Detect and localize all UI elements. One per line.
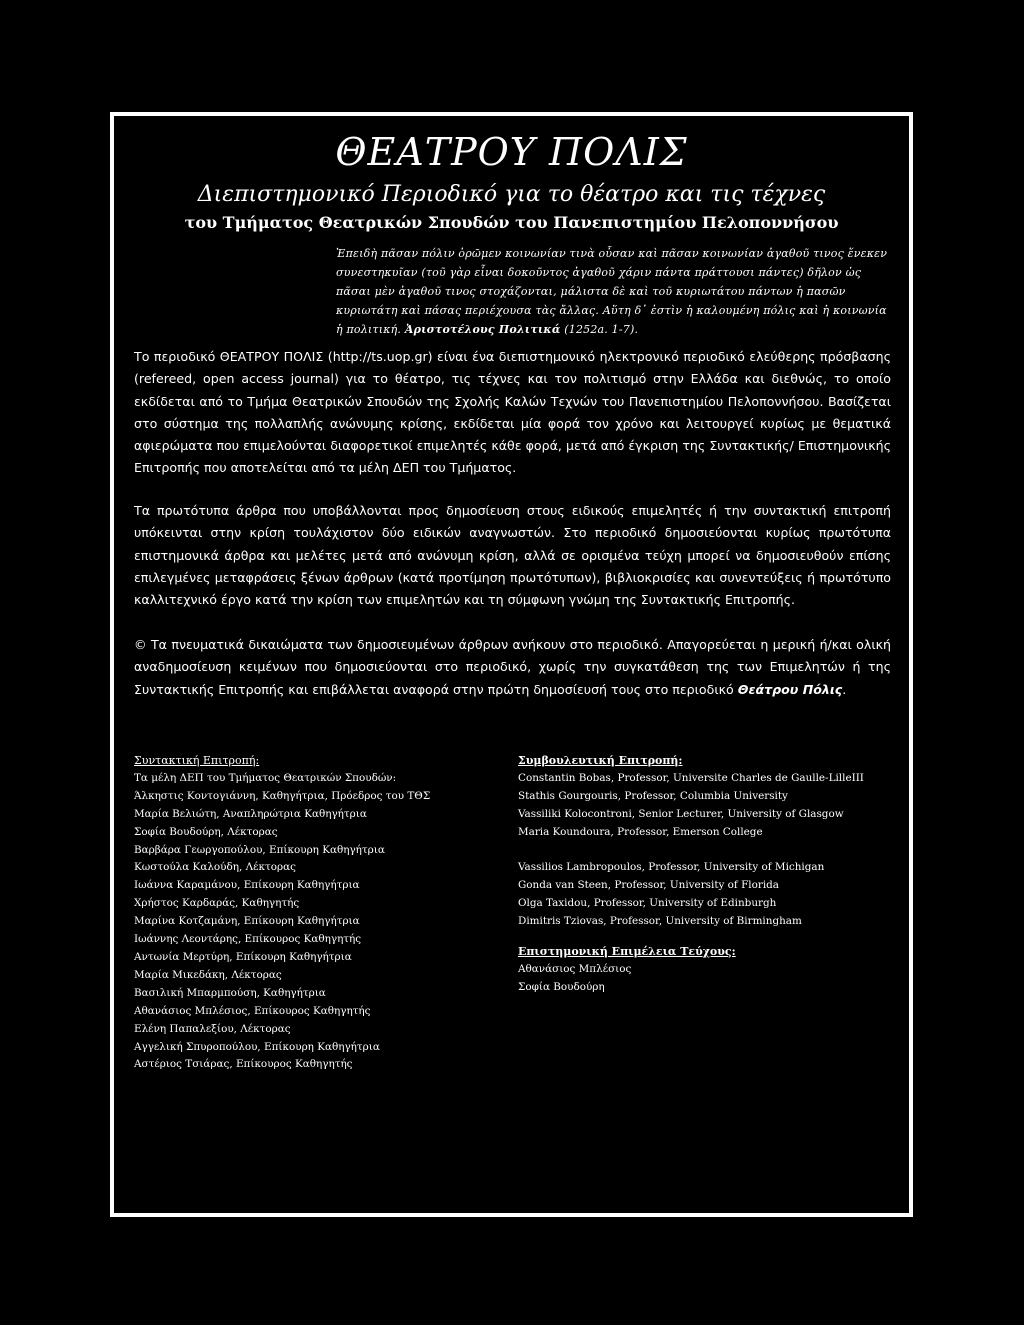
editorial-member: Ιωάννα Καραμάνου, Επίκουρη Καθηγήτρια <box>134 879 360 892</box>
advisory-member: Maria Koundoura, Professor, Emerson College <box>518 825 763 838</box>
editorial-member: Άλκηστις Κοντογιάννη, Καθηγήτρια, Πρόεδρος του ΤΘΣ <box>134 789 431 802</box>
copyright-end: . <box>842 681 847 697</box>
advisory-committee-list-2 <box>518 859 910 931</box>
advisory-member: Dimitris Tziovas, Professor, University of Birmingham <box>518 915 802 928</box>
copyright-text: © Τα πνευματικά δικαιώματα των δημοσιευμένων άρθρων ανήκουν στο περιοδικό. Απαγορεύεται η μερική ή/και ολική αναδημοσίευση κειμένων που δημοσιεύονται στο περιοδικό, χωρίς την συγκατάθεση της των Επιμελητών ή της Συντακτικής Επιτροπής και επιβάλλεται αναφορά στην πρώτη δημοσίευσή τους στο περιοδικό <box>134 637 891 697</box>
issue-editor: Σοφία Βουδούρη <box>518 980 605 993</box>
spacer <box>518 842 910 860</box>
editorial-member: Μαρίνα Κοτζαμάνη, Επίκουρη Καθηγήτρια <box>134 915 360 928</box>
advisory-member: Olga Taxidou, Professor, University of Edinburgh <box>518 897 777 910</box>
editorial-member: Μαρία Μικεδάκη, Λέκτορας <box>134 968 282 981</box>
advisory-committee-heading: Συμβουλευτική Επιτροπή: <box>518 754 683 767</box>
issue-editors-list <box>518 961 910 997</box>
submission-paragraph: Τα πρωτότυπα άρθρα που υποβάλλονται προς δημοσίευση στους ειδικούς επιμελητές ή την συντακτική επιτροπή υπόκεινται στην κρίση τουλάχιστον δύο ειδικών αναγνωστών. Στο περιοδικό δημοσιεύονται κυρίως πρωτότυπα επιστημονικά άρθρα και μελέτες μετά από ανώνυμη κρίση, αλλά σε ορισμένα τεύχη μπορεί να δημοσιευθούν επίσης επιλεγμένες μεταφράσεις ξένων άρθρων (κατά προτίμηση πρωτότυπων), βιβλιοκρισίες και συνεντεύξεις ή πρωτότυπο καλλιτεχνικό έργο κατά την κρίση των επιμελητών και τη σύμφωνη γνώμη της Συντακτικής Επιτροπής. <box>134 503 891 608</box>
editorial-committee-list <box>134 788 494 1075</box>
advisory-committee <box>518 752 910 997</box>
editorial-member: Χρήστος Καρδαράς, Καθηγητής <box>134 897 300 910</box>
editorial-member: Σοφία Βουδούρη, Λέκτορας <box>134 825 278 838</box>
editorial-member: Ιωάννης Λεοντάρης, Επίκουρος Καθηγητής <box>134 933 362 946</box>
editorial-member: Αθανάσιος Μπλέσιος, Επίκουρος Καθηγητής <box>134 1004 371 1017</box>
issue-editor: Αθανάσιος Μπλέσιος <box>518 962 632 975</box>
advisory-member: Stathis Gourgouris, Professor, Columbia University <box>518 789 788 802</box>
editorial-member: Ελένη Παπαλεξίου, Λέκτορας <box>134 1022 291 1035</box>
advisory-committee-list-1 <box>518 770 910 842</box>
advisory-member: Constantin Bobas, Professor, Universite Charles de Gaulle-LilleIII <box>518 771 864 784</box>
editorial-member: Αγγελική Σπυροπούλου, Επίκουρη Καθηγήτρια <box>134 1040 380 1053</box>
editorial-member: Βαρβάρα Γεωργοπούλου, Επίκουρη Καθηγήτρια <box>134 843 385 856</box>
editorial-committee-intro: Τα μέλη ΔΕΠ του Τμήματος Θεατρικών Σπουδών: <box>134 771 397 784</box>
epigraph-citation: (1252a. 1-7). <box>564 323 639 336</box>
epigraph-source: Ἀριστοτέλους Πολιτικά <box>404 323 561 336</box>
copyright-journal-title: Θεάτρου Πόλις <box>737 681 843 697</box>
spacer <box>518 931 910 943</box>
editorial-member: Αστέριος Τσιάρας, Επίκουρος Καθηγητής <box>134 1058 353 1071</box>
editorial-committee <box>134 752 494 1074</box>
journal-title: ΘΕΑΤΡΟΥ ΠΟΛΙΣ <box>335 130 688 174</box>
copyright-paragraph <box>134 634 891 701</box>
editorial-member: Βασιλική Μπαρμπούση, Καθηγήτρια <box>134 986 326 999</box>
editorial-committee-heading: Συντακτική Επιτροπή: <box>134 754 260 767</box>
intro-paragraph: Το περιοδικό ΘΕΑΤΡΟΥ ΠΟΛΙΣ (http://ts.uop.gr) είναι ένα διεπιστημονικό ηλεκτρονικό περιοδικό ελεύθερης πρόσβασης (refereed, open access journal) για το θέατρο, τις τέχνες και τον πολιτισμό στην Ελλάδα και διεθνώς, το οποίο εκδίδεται από το Τμήμα Θεατρικών Σπουδών της Σχολής Καλών Τεχνών του Πανεπιστημίου Πελοποννήσου. Βασίζεται στο σύστημα της πολλαπλής ανώνυμης κρίσης, εκδίδεται μία φορά τον χρόνο και λειτουργεί κυρίως με θεματικά αφιερώματα που επιμελούνται διαφορετικοί επιμελητές κάθε φορά, μετά από έγκριση της Συντακτικής/ Επιστημονικής Επιτροπής που αποτελείται από τα μέλη ΔΕΠ του Τμήματος. <box>134 349 891 476</box>
issue-editors-heading: Επιστημονική Επιμέλεια Τεύχους: <box>518 945 736 959</box>
advisory-member: Vassiliki Kolocontroni, Senior Lecturer, University of Glasgow <box>518 807 844 820</box>
editorial-member: Κωστούλα Καλούδη, Λέκτορας <box>134 861 296 874</box>
epigraph <box>336 244 892 339</box>
editorial-member: Αντωνία Μερτύρη, Επίκουρη Καθηγήτρια <box>134 950 352 963</box>
journal-department: του Τμήματος Θεατρικών Σπουδών του Πανεπιστημίου Πελοποννήσου <box>184 213 839 232</box>
advisory-member: Gonda van Steen, Professor, University of Florida <box>518 879 779 892</box>
epigraph-text: Ἐπειδὴ πᾶσαν πόλιν ὁρῶμεν κοινωνίαν τινὰ οὖσαν καὶ πᾶσαν κοινωνίαν ἀγαθοῦ τινος ἕνεκεν συνεστηκυῖαν (τοῦ γὰρ εἶναι δοκοῦντος ἀγαθοῦ χάριν πάντα πράττουσι πάντες) δῆλον ὡς πᾶσαι μὲν ἀγαθοῦ τινος στοχάζονται, μάλιστα δὲ καὶ τοῦ κυριωτάτου πάντων ἡ πασῶν κυριωτάτη καὶ πάσας περιέχουσα τὰς ἄλλας. Αὕτη δ᾽ ἐστὶν ἡ καλουμένη πόλις καὶ ἡ κοινωνία ἡ πολιτική. <box>336 247 888 336</box>
editorial-member: Μαρία Βελιώτη, Αναπληρώτρια Καθηγήτρια <box>134 807 367 820</box>
advisory-member: Vassilios Lambropoulos, Professor, University of Michigan <box>518 861 825 874</box>
journal-subtitle: Διεπιστημονικό Περιοδικό για το θέατρο και τις τέχνες <box>197 182 826 207</box>
